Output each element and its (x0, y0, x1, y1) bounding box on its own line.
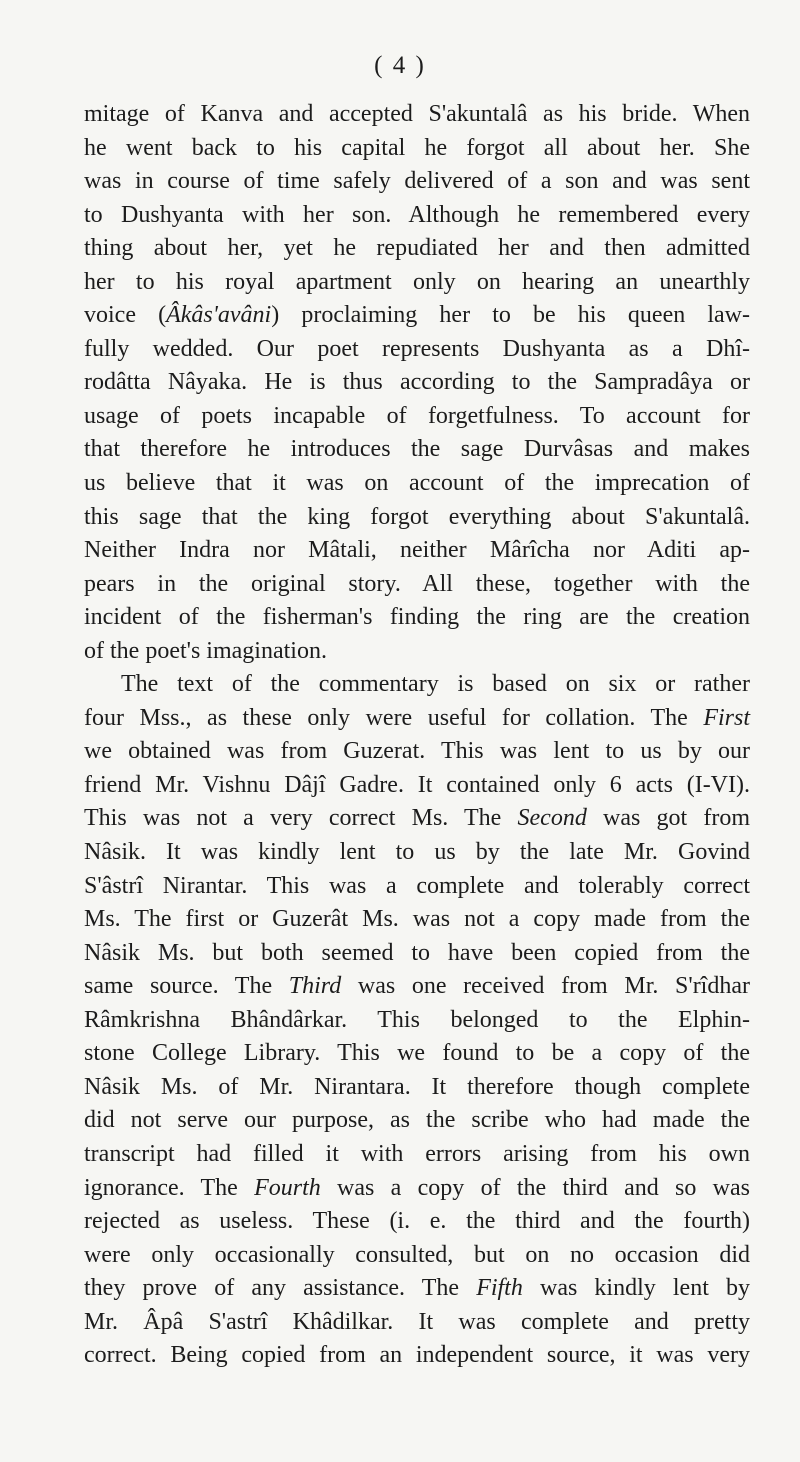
text-line (84, 1104, 750, 1138)
italic-term: Âkâs'avâni (166, 302, 272, 329)
text-line (84, 970, 750, 1004)
text-line (84, 668, 750, 702)
text-line (84, 165, 750, 199)
text-line (84, 366, 750, 400)
text-line (84, 534, 750, 568)
text-line (84, 400, 750, 434)
text-segment: rodâtta Nâyaka. He is thus according to the Sampradâya or (84, 369, 750, 396)
text-line (84, 1339, 750, 1373)
text-segment: they prove of any assistance. The (84, 1275, 477, 1302)
text-segment: usage of poets incapable of forgetfulness. To account for (84, 402, 750, 429)
text-segment: he went back to his capital he forgot all about her. She (84, 134, 750, 161)
text-segment: friend Mr. Vishnu Dâjî Gadre. It contained only 6 acts (I-VI). (84, 771, 750, 798)
italic-term: Fourth (254, 1174, 321, 1201)
text-segment: rejected as useless. These (i. e. the third and the fourth) (84, 1208, 750, 1235)
text-line (84, 903, 750, 937)
text-segment: four Mss., as these only were useful for collation. The (84, 704, 704, 731)
text-segment: Mr. Âpâ S'astrî Khâdilkar. It was complete and pretty (84, 1308, 750, 1335)
italic-term: Third (288, 973, 342, 1000)
text-segment: ) proclaiming her to be his queen law- (271, 302, 750, 329)
text-line (84, 501, 750, 535)
text-line (84, 1037, 750, 1071)
text-line (84, 1071, 750, 1105)
text-line (84, 635, 750, 669)
text-segment: transcript had filled it with errors arising from his own (84, 1140, 750, 1167)
text-segment: was got from (586, 805, 750, 832)
text-segment: were only occasionally consulted, but on no occasion did (84, 1241, 750, 1268)
italic-term: Fifth (476, 1275, 523, 1302)
text-segment: was kindly lent by (522, 1275, 750, 1302)
text-line (84, 1306, 750, 1340)
text-line (84, 199, 750, 233)
text-line (84, 467, 750, 501)
text-line (84, 98, 750, 132)
text-segment: this sage that the king forgot everything about S'akuntalâ. (84, 503, 750, 530)
text-line (84, 333, 750, 367)
text-line (84, 702, 750, 736)
text-line (84, 1138, 750, 1172)
text-line (84, 1272, 750, 1306)
text-line (84, 266, 750, 300)
text-line (84, 1205, 750, 1239)
italic-term: First (703, 704, 750, 731)
text-segment: Neither Indra nor Mâtali, neither Mârîcha nor Aditi ap- (84, 537, 750, 564)
body-text (84, 98, 750, 1373)
text-segment: Nâsik Ms. of Mr. Nirantara. It therefore though complete (84, 1073, 750, 1100)
text-segment: ignorance. The (84, 1174, 255, 1201)
text-segment: S'âstrî Nirantar. This was a complete and tolerably correct (84, 872, 750, 899)
text-line (84, 232, 750, 266)
text-line (84, 937, 750, 971)
text-segment: thing about her, yet he repudiated her and then admitted (84, 235, 750, 262)
text-line (84, 1239, 750, 1273)
text-segment: This was not a very correct Ms. The (84, 805, 518, 832)
text-segment: stone College Library. This we found to be a copy of the (84, 1040, 750, 1067)
text-segment: did not serve our purpose, as the scribe who had made the (84, 1107, 750, 1134)
text-line (84, 1172, 750, 1206)
text-segment: us believe that it was on account of the imprecation of (84, 470, 750, 497)
text-line (84, 601, 750, 635)
text-segment: correct. Being copied from an independent source, it was very (84, 1342, 750, 1369)
text-segment: fully wedded. Our poet represents Dushyanta as a Dhî- (84, 335, 750, 362)
text-segment: incident of the fisherman's finding the ring are the creation (84, 604, 750, 631)
text-line (84, 1004, 750, 1038)
page-number: ( 4 ) (374, 52, 426, 79)
text-line (84, 870, 750, 904)
text-segment: Nâsik. It was kindly lent to us by the late Mr. Govind (84, 839, 750, 866)
text-segment: mitage of Kanva and accepted S'akuntalâ as his bride. When (84, 101, 750, 127)
text-line (84, 299, 750, 333)
text-segment: we obtained was from Guzerat. This was lent to us by our (84, 738, 750, 765)
text-segment: to Dushyanta with her son. Although he remembered every (84, 201, 750, 228)
text-segment: pears in the original story. All these, together with the (84, 570, 750, 597)
text-segment: was one received from Mr. S'rîdhar (341, 973, 750, 1000)
text-segment: The text of the commentary is based on six or rather (121, 671, 750, 698)
text-segment: Nâsik Ms. but both seemed to have been copied from the (84, 939, 750, 966)
text-segment: voice ( (84, 302, 167, 329)
text-segment: was in course of time safely delivered of a son and was sent (84, 168, 750, 195)
text-segment: same source. The (84, 973, 289, 1000)
text-line (84, 769, 750, 803)
text-segment: her to his royal apartment only on hearing an unearthly (84, 268, 750, 295)
italic-term: Second (517, 805, 587, 832)
text-segment: that therefore he introduces the sage Durvâsas and makes (84, 436, 750, 463)
text-line (84, 132, 750, 166)
text-line (84, 433, 750, 467)
text-line (84, 568, 750, 602)
text-segment: Ms. The first or Guzerât Ms. was not a copy made from the (84, 906, 750, 933)
text-segment: of the poet's imagination. (84, 637, 327, 664)
text-line (84, 802, 750, 836)
text-line (84, 836, 750, 870)
text-segment: Râmkrishna Bhândârkar. This belonged to the Elphin- (84, 1006, 750, 1033)
text-line (84, 735, 750, 769)
text-segment: was a copy of the third and so was (320, 1174, 750, 1201)
